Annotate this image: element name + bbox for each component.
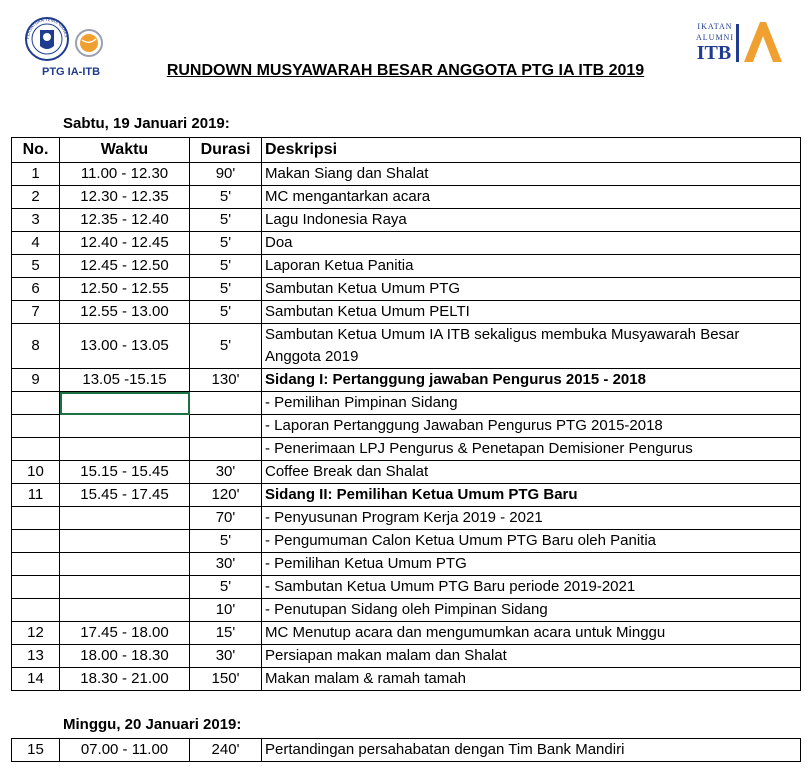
table-row [12,507,801,530]
cell-deskripsi[interactable]: Makan Siang dan Shalat [262,163,801,186]
cell-no[interactable] [12,507,60,530]
cell-no[interactable]: 13 [12,645,60,668]
cell-durasi[interactable]: 5' [190,186,262,209]
cell-deskripsi[interactable]: - Pemilihan Ketua Umum PTG [262,553,801,576]
cell-waktu[interactable]: 13.00 - 13.05 [60,324,190,369]
cell-deskripsi[interactable]: Sambutan Ketua Umum PTG [262,278,801,301]
cell-no[interactable]: 14 [12,668,60,691]
cell-waktu[interactable] [60,599,190,622]
cell-waktu[interactable]: 18.30 - 21.00 [60,668,190,691]
col-header-no: No. [12,138,60,163]
rundown-table-day1 [11,137,801,691]
ia-itb-logo-line3: ITB [696,42,732,64]
table-row [12,576,801,599]
cell-waktu[interactable]: 12.35 - 12.40 [60,209,190,232]
cell-no[interactable] [12,415,60,438]
cell-deskripsi[interactable]: Lagu Indonesia Raya [262,209,801,232]
cell-deskripsi[interactable]: MC Menutup acara dan mengumumkan acara untuk Minggu [262,622,801,645]
cell-no[interactable]: 8 [12,324,60,369]
cell-no[interactable]: 15 [12,739,60,762]
cell-no[interactable]: 7 [12,301,60,324]
cell-no[interactable]: 10 [12,461,60,484]
cell-deskripsi[interactable]: Laporan Ketua Panitia [262,255,801,278]
cell-no[interactable]: 3 [12,209,60,232]
cell-waktu[interactable]: 11.00 - 12.30 [60,163,190,186]
cell-waktu[interactable]: 12.40 - 12.45 [60,232,190,255]
cell-waktu[interactable]: 12.45 - 12.50 [60,255,190,278]
cell-no[interactable]: 5 [12,255,60,278]
cell-durasi[interactable]: 30' [190,553,262,576]
cell-deskripsi[interactable]: Doa [262,232,801,255]
cell-waktu[interactable]: 12.55 - 13.00 [60,301,190,324]
table-row [12,645,801,668]
table-row [12,186,801,209]
cell-no[interactable]: 6 [12,278,60,301]
col-header-deskripsi: Deskripsi [262,138,801,163]
cell-deskripsi[interactable]: - Penutupan Sidang oleh Pimpinan Sidang [262,599,801,622]
cell-deskripsi[interactable]: - Penyusunan Program Kerja 2019 - 2021 [262,507,801,530]
cell-waktu[interactable] [60,576,190,599]
cell-deskripsi[interactable]: Pertandingan persahabatan dengan Tim Bank Mandiri [262,739,801,762]
cell-durasi[interactable] [190,392,262,415]
table-row [12,530,801,553]
tennis-ball-icon [74,28,104,58]
cell-waktu[interactable] [60,530,190,553]
cell-no[interactable] [12,599,60,622]
table-row [12,415,801,438]
cell-durasi[interactable]: 120' [190,484,262,507]
table-row [12,278,801,301]
cell-waktu[interactable]: 12.50 - 12.55 [60,278,190,301]
cell-waktu[interactable] [60,415,190,438]
cell-no[interactable]: 11 [12,484,60,507]
table-row [12,301,801,324]
cell-deskripsi[interactable]: - Sambutan Ketua Umum PTG Baru periode 2019-2021 [262,576,801,599]
cell-no[interactable]: 2 [12,186,60,209]
cell-deskripsi[interactable]: Sambutan Ketua Umum IA ITB sekaligus membuka Musyawarah Besar Anggota 2019 [262,324,801,369]
ia-itb-logo-line2: ALUMNI [696,33,734,42]
cell-deskripsi[interactable]: Persiapan makan malam dan Shalat [262,645,801,668]
table-row [12,599,801,622]
ptg-seal-icon [24,16,70,62]
cell-durasi[interactable]: 150' [190,668,262,691]
cell-deskripsi[interactable]: Sidang I: Pertanggung jawaban Pengurus 2015 - 2018 [262,369,801,392]
cell-durasi[interactable]: 90' [190,163,262,186]
cell-durasi[interactable] [190,438,262,461]
cell-deskripsi[interactable]: MC mengantarkan acara [262,186,801,209]
cell-deskripsi[interactable]: - Laporan Pertanggung Jawaban Pengurus PTG 2015-2018 [262,415,801,438]
svg-text:PERSATUAN TENIS GANESHA: PERSATUAN TENIS GANES [24,16,69,40]
table-row [12,553,801,576]
table-row [12,209,801,232]
cell-durasi[interactable]: 30' [190,461,262,484]
cell-durasi[interactable]: 5' [190,209,262,232]
cell-no[interactable] [12,530,60,553]
cell-durasi[interactable]: 240' [190,739,262,762]
cell-no[interactable] [12,553,60,576]
page-title: RUNDOWN MUSYAWARAH BESAR ANGGOTA PTG IA ITB 2019 [166,62,645,79]
cell-waktu[interactable]: 15.15 - 15.45 [60,461,190,484]
table-row [12,461,801,484]
cell-durasi[interactable]: 10' [190,599,262,622]
ia-itb-logo [690,20,785,66]
ia-letter-a-icon [736,20,784,66]
cell-durasi[interactable]: 5' [190,232,262,255]
cell-durasi[interactable]: 5' [190,324,262,369]
cell-waktu[interactable] [60,392,190,415]
cell-waktu[interactable]: 18.00 - 18.30 [60,645,190,668]
cell-durasi[interactable]: 30' [190,645,262,668]
cell-no[interactable] [12,392,60,415]
cell-waktu[interactable]: 15.45 - 17.45 [60,484,190,507]
table-row [12,324,801,369]
ia-itb-logo-line1: IKATAN [697,22,733,31]
table-row [12,668,801,691]
cell-no[interactable] [12,438,60,461]
cell-waktu[interactable]: 13.05 -15.15 [60,369,190,392]
cell-deskripsi[interactable]: Sambutan Ketua Umum PELTI [262,301,801,324]
day2-label: Minggu, 20 Januari 2019: [63,716,242,733]
table-row [12,163,801,186]
cell-deskripsi[interactable]: - Pemilihan Pimpinan Sidang [262,392,801,415]
table-row [12,438,801,461]
cell-durasi[interactable]: 5' [190,301,262,324]
cell-no[interactable]: 9 [12,369,60,392]
table-header-row [12,138,801,163]
cell-durasi[interactable] [190,415,262,438]
cell-waktu[interactable] [60,438,190,461]
col-header-durasi: Durasi [190,138,262,163]
cell-durasi[interactable]: 5' [190,255,262,278]
table-row [12,484,801,507]
cell-deskripsi[interactable]: Coffee Break dan Shalat [262,461,801,484]
table-row [12,739,801,762]
table-row [12,622,801,645]
cell-waktu[interactable]: 17.45 - 18.00 [60,622,190,645]
cell-deskripsi[interactable]: - Pengumuman Calon Ketua Umum PTG Baru oleh Panitia [262,530,801,553]
cell-durasi[interactable]: 5' [190,530,262,553]
ptg-logo-text: PTG IA-ITB [42,66,101,78]
cell-deskripsi[interactable]: Sidang II: Pemilihan Ketua Umum PTG Baru [262,484,801,507]
cell-waktu[interactable]: 12.30 - 12.35 [60,186,190,209]
cell-no[interactable] [12,576,60,599]
cell-durasi[interactable]: 70' [190,507,262,530]
cell-waktu[interactable] [60,553,190,576]
cell-durasi[interactable]: 5' [190,576,262,599]
cell-waktu[interactable]: 07.00 - 11.00 [60,739,190,762]
day1-label: Sabtu, 19 Januari 2019: [63,115,230,132]
cell-waktu[interactable] [60,507,190,530]
table-row [12,369,801,392]
table-row [12,255,801,278]
col-header-waktu: Waktu [60,138,190,163]
cell-durasi[interactable]: 130' [190,369,262,392]
cell-durasi[interactable]: 15' [190,622,262,645]
cell-durasi[interactable]: 5' [190,278,262,301]
table-row [12,232,801,255]
cell-no[interactable]: 4 [12,232,60,255]
cell-deskripsi[interactable]: Makan malam & ramah tamah [262,668,801,691]
table-row [12,392,801,415]
cell-no[interactable]: 1 [12,163,60,186]
cell-no[interactable]: 12 [12,622,60,645]
rundown-table-day2 [11,738,801,762]
cell-deskripsi[interactable]: - Penerimaan LPJ Pengurus & Penetapan Demisioner Pengurus [262,438,801,461]
